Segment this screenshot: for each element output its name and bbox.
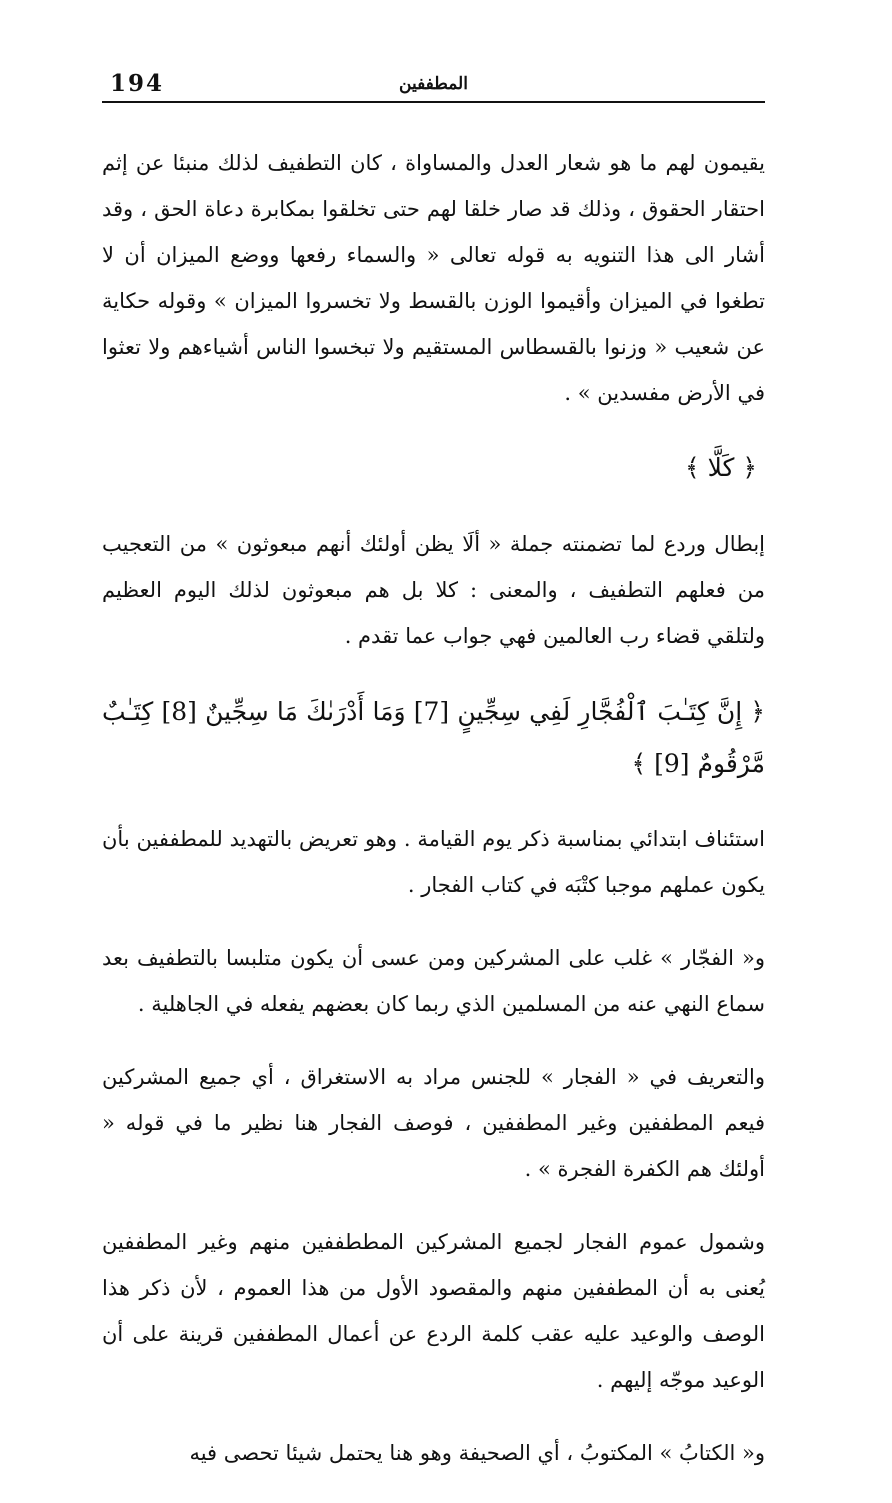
page-header xyxy=(102,62,765,102)
paragraph-4: و« الفجّار » غلب على المشركين ومن عسى أن يكون متلبسا بالتطفيف بعد سماع النهي عنه من المسلمين الذي ربما كان بعضهم يفعله في الجاهلية . xyxy=(102,946,765,1016)
page-number: 194 xyxy=(110,70,165,97)
paragraph-5: والتعريف في « الفجار » للجنس مراد به الاستغراق ، أي جميع المشركين فيعم المطففين وغير المطففين ، فوصف الفجار هنا نظير ما في قوله « أولئك هم الكفرة الفجرة » . xyxy=(102,1065,765,1181)
running-title: المطففين xyxy=(399,74,468,94)
verse-heading: ﴿ كَلَّا ﴾ xyxy=(684,453,757,482)
paragraph-7: و« الكتابُ » المكتوبُ ، أي الصحيفة وهو هنا يحتمل شيئا تحصى فيه xyxy=(189,1441,765,1465)
paragraph-2: إبطال وردع لما تضمنته جملة « ألَا يظن أولئك أنهم مبعوثون » من التعجيب من فعلهم التطفيف ، والمعنى : كلا بل هم مبعوثون لذلك اليوم العظيم ولتلقي قضاء رب العالمين فهي جواب عما تقدم . xyxy=(102,532,765,648)
page-body xyxy=(102,140,765,1503)
paragraph-6: وشمول عموم الفجار لجميع المشركين المططففين منهم وغير المطففين يُعنى به أن المطففين منهم والمقصود الأول من هذا العموم ، لأن ذكر هذا الوصف والوعيد عليه عقب كلمة الردع عن أعمال المطففين قرينة على أن الوعيد موجّه إليهم . xyxy=(102,1230,765,1392)
paragraph-1: يقيمون لهم ما هو شعار العدل والمساواة ، كان التطفيف لذلك منبئا عن إثم احتقار الحقوق ، وذلك قد صار خلقا لهم حتى تخلقوا بمكابرة دعاة الحق ، وقد أشار الى هذا التنويه به قوله تعالى « والسماء رفعها ووضع الميزان أن لا تطغوا في الميزان وأقيموا الوزن بالقسط ولا تخسروا الميزان » وقوله حكاية عن شعيب « وزنوا بالقسطاس المستقيم ولا تبخسوا الناس أشياءهم ولا تعثوا في الأرض مفسدين » . xyxy=(102,151,765,405)
paragraph-3: استئناف ابتدائي بمناسبة ذكر يوم القيامة . وهو تعريض بالتهديد للمطففين بأن يكون عملهم موجبا كتْبَه في كتاب الفجار . xyxy=(102,827,765,897)
quran-verse: ﴿ إِنَّ كِتَـٰبَ ٱلْفُجَّارِ لَفِي سِجِّينٍ [7] وَمَا أَدْرَىٰكَ مَا سِجِّينٌ [8] كِتَـٰبٌ مَّرْقُومٌ [9] ﴾ xyxy=(102,697,765,778)
header-rule xyxy=(102,101,765,103)
